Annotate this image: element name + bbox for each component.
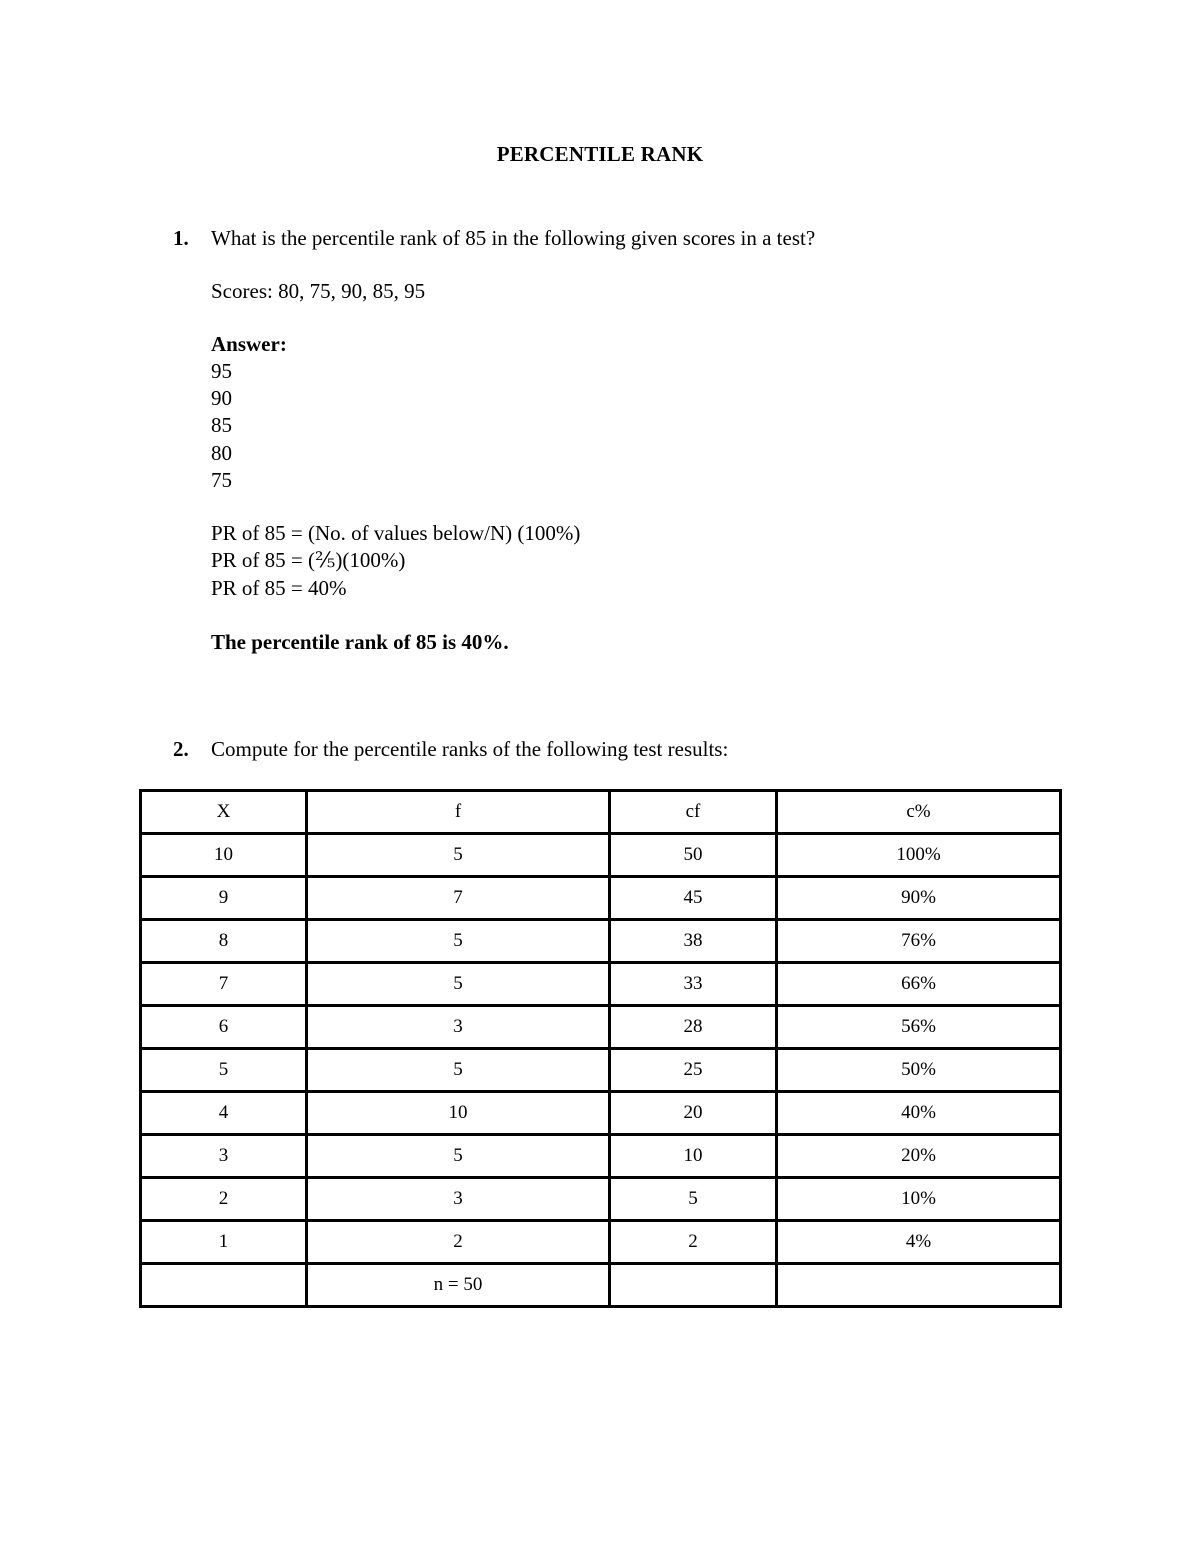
cell-c-percent: 50% bbox=[777, 1049, 1061, 1092]
conclusion: The percentile rank of 85 is 40%. bbox=[211, 630, 509, 654]
cell-f: 3 bbox=[307, 1178, 610, 1221]
sorted-value: 85 bbox=[211, 413, 232, 438]
cell-cf: 28 bbox=[610, 1006, 777, 1049]
table-row bbox=[141, 1006, 1061, 1049]
cell-x: 6 bbox=[141, 1006, 307, 1049]
cell-f: 3 bbox=[307, 1006, 610, 1049]
footer-cell bbox=[141, 1264, 307, 1307]
table-row bbox=[141, 963, 1061, 1006]
cell-f: 5 bbox=[307, 834, 610, 877]
scores-line: Scores: 80, 75, 90, 85, 95 bbox=[211, 279, 426, 303]
cell-cf: 45 bbox=[610, 877, 777, 920]
cell-x: 2 bbox=[141, 1178, 307, 1221]
table-row bbox=[141, 920, 1061, 963]
cell-c-percent: 76% bbox=[777, 920, 1061, 963]
cell-x: 7 bbox=[141, 963, 307, 1006]
cell-c-percent: 100% bbox=[777, 834, 1061, 877]
cell-f: 5 bbox=[307, 963, 610, 1006]
table-row bbox=[141, 834, 1061, 877]
cell-f: 7 bbox=[307, 877, 610, 920]
sorted-value: 90 bbox=[211, 386, 232, 411]
page-title: PERCENTILE RANK bbox=[496, 142, 704, 166]
cell-c-percent: 56% bbox=[777, 1006, 1061, 1049]
cell-cf: 38 bbox=[610, 920, 777, 963]
header-c-percent: c% bbox=[777, 791, 1061, 834]
table-row bbox=[141, 1135, 1061, 1178]
formula-line-3: PR of 85 = 40% bbox=[211, 576, 347, 600]
footer-cell bbox=[610, 1264, 777, 1307]
table-header-row bbox=[141, 791, 1061, 834]
sorted-values-list bbox=[211, 358, 232, 494]
cell-f: 5 bbox=[307, 1049, 610, 1092]
cell-c-percent: 4% bbox=[777, 1221, 1061, 1264]
header-x: X bbox=[141, 791, 307, 834]
cell-f: 5 bbox=[307, 920, 610, 963]
table-row bbox=[141, 1049, 1061, 1092]
question-2-text: Compute for the percentile ranks of the following test results: bbox=[211, 737, 729, 761]
header-cf: cf bbox=[610, 791, 777, 834]
question-2-number: 2. bbox=[173, 737, 189, 761]
cell-cf: 20 bbox=[610, 1092, 777, 1135]
table-row bbox=[141, 1221, 1061, 1264]
question-1-text: What is the percentile rank of 85 in the following given scores in a test? bbox=[211, 226, 816, 250]
cell-x: 10 bbox=[141, 834, 307, 877]
cell-c-percent: 66% bbox=[777, 963, 1061, 1006]
cell-c-percent: 20% bbox=[777, 1135, 1061, 1178]
cell-x: 1 bbox=[141, 1221, 307, 1264]
cell-cf: 10 bbox=[610, 1135, 777, 1178]
formula-line-1: PR of 85 = (No. of values below/N) (100%) bbox=[211, 521, 581, 545]
cell-cf: 5 bbox=[610, 1178, 777, 1221]
sorted-value: 80 bbox=[211, 440, 232, 465]
table-row bbox=[141, 1092, 1061, 1135]
cell-f: 2 bbox=[307, 1221, 610, 1264]
percentile-table-container bbox=[139, 789, 1059, 1308]
cell-cf: 25 bbox=[610, 1049, 777, 1092]
cell-cf: 2 bbox=[610, 1221, 777, 1264]
cell-f: 10 bbox=[307, 1092, 610, 1135]
header-f: f bbox=[307, 791, 610, 834]
cell-x: 8 bbox=[141, 920, 307, 963]
total-n-cell: n = 50 bbox=[307, 1264, 610, 1307]
cell-cf: 50 bbox=[610, 834, 777, 877]
cell-f: 5 bbox=[307, 1135, 610, 1178]
answer-label: Answer: bbox=[211, 332, 287, 356]
cell-cf: 33 bbox=[610, 963, 777, 1006]
cell-x: 5 bbox=[141, 1049, 307, 1092]
table-row bbox=[141, 1178, 1061, 1221]
formula-line-2: PR of 85 = (⅖)(100%) bbox=[211, 548, 406, 572]
cell-x: 4 bbox=[141, 1092, 307, 1135]
footer-cell bbox=[777, 1264, 1061, 1307]
table-row bbox=[141, 877, 1061, 920]
cell-c-percent: 40% bbox=[777, 1092, 1061, 1135]
sorted-value: 95 bbox=[211, 359, 232, 383]
cell-x: 9 bbox=[141, 877, 307, 920]
cell-c-percent: 90% bbox=[777, 877, 1061, 920]
sorted-value: 75 bbox=[211, 467, 232, 492]
question-1-number: 1. bbox=[173, 226, 189, 250]
cell-c-percent: 10% bbox=[777, 1178, 1061, 1221]
percentile-table bbox=[139, 789, 1062, 1308]
cell-x: 3 bbox=[141, 1135, 307, 1178]
table-footer-row bbox=[141, 1264, 1061, 1307]
